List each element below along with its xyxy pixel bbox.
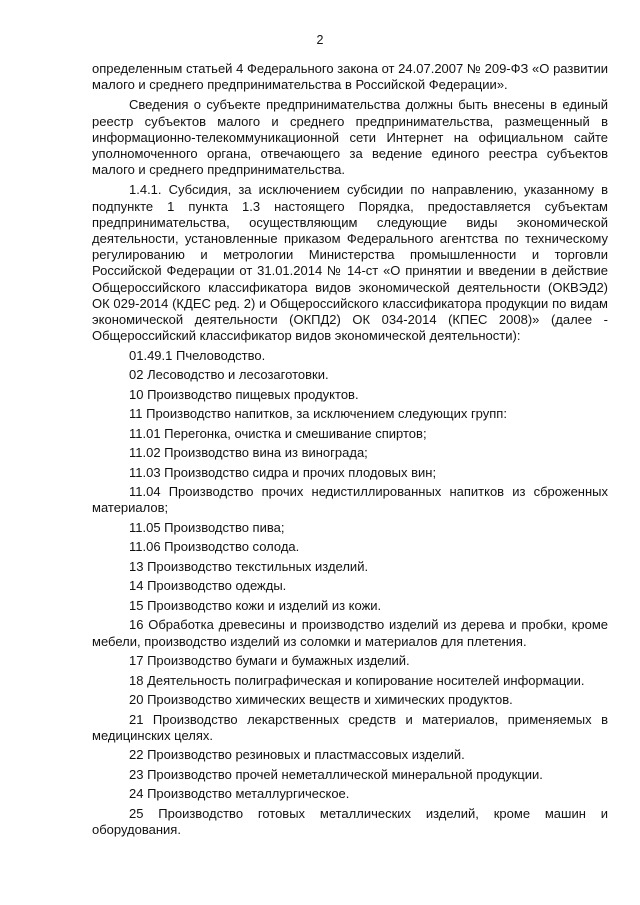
list-item: 25 Производство готовых металлических изделий, кроме машин и оборудования.	[92, 805, 608, 838]
page-number: 2	[316, 33, 324, 47]
list-item: 11 Производство напитков, за исключением следующих групп:	[129, 406, 507, 422]
paragraph: 1.4.1. Субсидия, за исключением субсидии по направлению, указанному в подпункте 1 пункта 1.3 настоящего Порядка, предоставляется субъектам предпринимательства, осуществляющим следующие виды экономической деятельности, установленные приказом Федерального агентства по техническому регулированию и метрологии Министерства промышленности и торговли Российской Федерации от 31.01.2014 № 14-ст «О принятии и введении в действие Общероссийского классификатора видов экономической деятельности (ОКВЭД2) ОК 029-2014 (КДЕС ред. 2) и Общероссийского классификатора продукции по видам экономической деятельности (ОКПД2) ОК 034-2014 (КПЕС 2008)» (далее - Общероссийский классификатор видов экономической деятельности):	[92, 182, 608, 344]
list-item: 17 Производство бумаги и бумажных изделий.	[129, 653, 410, 669]
list-item: 11.05 Производство пива;	[129, 519, 285, 535]
list-item: 22 Производство резиновых и пластмассовых изделий.	[129, 747, 465, 763]
list-item: 23 Производство прочей неметаллической минеральной продукции.	[129, 766, 543, 782]
list-item: 21 Производство лекарственных средств и материалов, применяемых в медицинских целях.	[92, 711, 608, 743]
paragraph: определенным статьей 4 Федерального закона от 24.07.2007 № 209-ФЗ «О развитии малого и среднего предпринимательства в Российской Федерации».	[92, 61, 608, 93]
list-item: 10 Производство пищевых продуктов.	[129, 386, 359, 402]
list-item: 18 Деятельность полиграфическая и копирование носителей информации.	[129, 672, 585, 688]
list-item: 11.06 Производство солода.	[129, 539, 300, 555]
paragraph: Сведения о субъекте предпринимательства должны быть внесены в единый реестр субъектов малого и среднего предпринимательства, размещенный в информационно-телекоммуникационной сети Интернет на официальном сайте уполномоченного органа, отвечающего за ведение единого реестра субъектов малого и среднего предпринимательства.	[92, 97, 608, 178]
list-item: 11.03 Производство сидра и прочих плодовых вин;	[129, 464, 437, 480]
list-item: 13 Производство текстильных изделий.	[129, 558, 369, 574]
list-item: 15 Производство кожи и изделий из кожи.	[129, 597, 382, 613]
document-body	[92, 61, 608, 838]
list-item: 11.01 Перегонка, очистка и смешивание спиртов;	[129, 425, 427, 441]
list-item: 20 Производство химических веществ и химических продуктов.	[129, 692, 513, 708]
list-item: 14 Производство одежды.	[129, 578, 287, 594]
list-item: 01.49.1 Пчеловодство.	[129, 347, 266, 363]
list-item: 24 Производство металлургическое.	[129, 786, 350, 802]
list-item: 16 Обработка древесины и производство изделий из дерева и пробки, кроме мебели, производство изделий из соломки и материалов для плетения.	[92, 617, 608, 649]
list-item: 11.04 Производство прочих недистиллированных напитков из сброженных материалов;	[92, 484, 608, 516]
list-item: 11.02 Производство вина из винограда;	[129, 445, 368, 461]
list-item: 02 Лесоводство и лесозаготовки.	[129, 367, 329, 383]
